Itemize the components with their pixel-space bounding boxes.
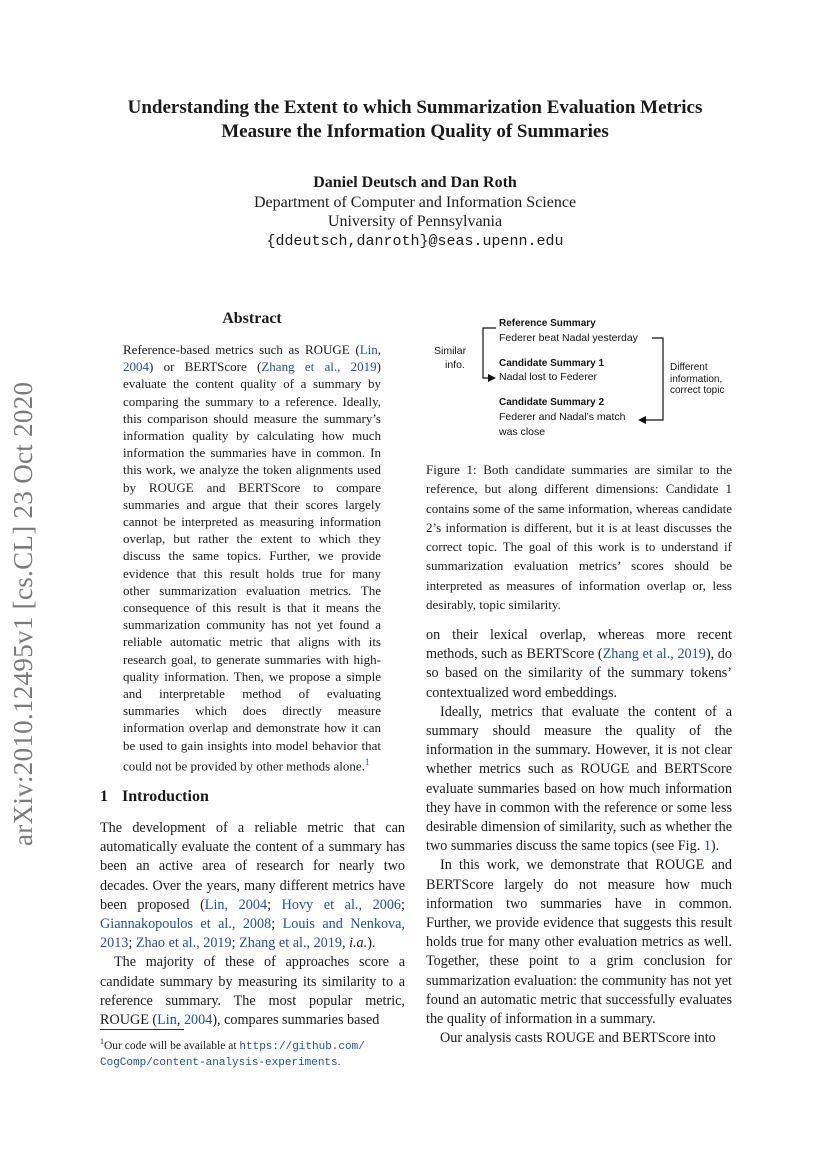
paragraph-text: ), do so based on the similarity of the summary tokens’ contextualized word embeddings. [426,646,732,701]
paragraph-text: ). [367,935,376,952]
separator: ; [267,896,282,913]
right-paragraph-3: In this work, we demonstrate that ROUGE and BERTScore largely do not measure how much information two summaries have in common. Further, we provide evidence that suggests this result holds true for many other evaluation metrics as well. Together, these point to a grim conclusion for summarization evaluation: the community has not yet found an automatic metric that successfully evaluates the quality of information in a summary. [426,857,732,1028]
paragraph-text: ). [710,838,720,855]
candidate-2-text-line2: was close [499,426,546,438]
candidate-2-title: Candidate Summary 2 [499,397,605,408]
abstract-text: Reference-based metrics such as ROUGE ( [123,342,360,357]
section-heading-introduction [100,788,209,806]
arrow-head [638,416,646,424]
right-paragraph-2 [426,703,732,857]
separator: ; [128,935,136,952]
figure-1 [426,312,732,447]
intro-right-column [426,626,732,1048]
similar-label: Similar [434,345,467,357]
citation-link[interactable]: Lin [157,1012,177,1029]
citation-link[interactable]: Giannakopoulos et al., 2008 [100,916,272,933]
authors: Daniel Deutsch and Dan Roth [313,174,517,191]
code-url-link[interactable]: CogComp/content-analysis-experiments [100,1056,338,1069]
abstract-text: ) evaluate the content quality of a summary by comparing the summary to a reference. Ideally, this comparison should measure the summary’s information quality by calculating how much information the summaries have in common. In this work, we analyze the token alignments used by ROUGE and BERTScore to compare summaries and argue that their scores largely cannot be interpreted as measuring information overlap, but rather the extent to which they discuss the same topics. Further, we provide evidence that this result holds true for many other summarization evaluation metrics. The consequence of this result is that it means the summarization community has not yet found a reliable automatic metric that aligns with its research goal, to generate summaries with high-quality information. Then, we propose a simple and interpretable method of evaluating summaries which does directly measure information overlap and demonstrate how it can be used to gain insights into model behavior that could not be provided by other methods alone. [123,359,381,774]
paragraph-text: Ideally, metrics that evaluate the content of a summary should measure the quality of the information in the summary. However, it is not clear whether metrics such as ROUGE and BERTScore evaluate summaries based on how much information they have in common with the reference or some less desirable dimension of similarity, such as whether the two summaries discuss the same topics (see Fig. [426,703,732,855]
candidate-1-title: Candidate Summary 1 [499,358,605,369]
paragraph-text: ), compares summaries based [212,1012,380,1029]
different-label: Different [670,362,708,373]
candidate-2-text-line1: Federer and Nadal’s match [499,411,626,423]
arxiv-identifier: arXiv:2010.12495v1 [cs.CL] 23 Oct 2020 [8,381,38,846]
intro-paragraph-1 [100,819,405,953]
arrow-head [488,374,496,382]
footnote-text: Our code will be available at [104,1039,240,1052]
separator: , [176,1012,184,1029]
citation-link[interactable]: Zhang et al., 2019 [602,646,706,663]
citation-link[interactable]: Hovy et al., 2006 [281,896,402,913]
paragraph-text: The majority of these of approaches score a candidate summary by measuring its similarity to a reference summary. The most popular metric, ROUGE ( [100,954,405,1029]
separator: ; [401,896,405,913]
citation-link[interactable]: Zhang et al., 2019 [239,935,342,952]
footnote-mark: 1 [100,1037,104,1046]
intro-paragraph-2 [100,953,405,1030]
reference-summary-title: Reference Summary [499,318,596,329]
citation-link[interactable]: Zhang et al., 2019 [261,359,377,375]
author-email: {ddeutsch,danroth}@seas.upenn.edu [266,233,564,250]
italic-abbrev: i.a. [349,935,368,952]
right-paragraph-1 [426,626,732,703]
separator: ; [231,935,240,952]
candidate-1-text: Nadal lost to Federer [499,371,598,383]
citation-link[interactable]: Zhao et al., 2019 [135,935,232,952]
citation-link[interactable]: Lin [359,342,378,357]
title-line-2: Measure the Information Quality of Summaries [221,121,609,142]
citation-link[interactable]: 2004 [123,359,149,375]
separator: ; [271,916,283,933]
footnote-marker-link[interactable]: 1 [364,756,370,767]
affiliation-university: University of Pennsylvania [327,213,503,230]
figure-1-caption: Figure 1: Both candidate summaries are similar to the reference, but along different dimensions: Candidate 1 contains some of the same information, whereas candidate 2’s information is different, but it is at least discusses the correct topic. The goal of this work is to understand if summarization evaluation metrics’ scores should be interpreted as measures of information overlap or, less desirably, topic similarity. [426,462,732,613]
citation-link[interactable]: Lin, 2004 [204,896,268,913]
section-number: 1 [100,788,108,805]
similar-bracket [483,328,496,378]
footnote-text: . [337,1055,341,1068]
abstract-text: ) or BERTScore ( [149,359,262,375]
affiliation-department: Department of Computer and Information Science [253,194,577,211]
title-line-1: Understanding the Extent to which Summarization Evaluation Metrics [127,97,703,118]
figure-ref-link[interactable]: 1 [703,838,711,855]
citation-link[interactable]: Louis and Nenkova, 2013 [100,916,405,952]
abstract-text: , [377,342,381,357]
code-url-link[interactable]: https://github.com/ [239,1040,365,1053]
right-paragraph-4: Our analysis casts ROUGE and BERTScore into [440,1030,716,1047]
abstract-body [123,341,381,774]
paragraph-text: The development of a reliable metric that can automatically evaluate the content of a summary has been an active area of research for nearly two decades. Over the years, many different metrics have been proposed ( [100,820,405,913]
reference-summary-text: Federer beat Nadal yesterday [499,332,638,344]
info-label: info. [445,359,465,371]
different-bracket [644,338,663,420]
paragraph-text: on their lexical overlap, whereas more recent methods, such as BERTScore ( [426,627,732,663]
section-title: Introduction [122,788,209,805]
separator: , [341,935,350,952]
abstract-heading: Abstract [222,310,282,327]
paper-title [80,96,750,144]
citation-link[interactable]: 2004 [183,1012,213,1029]
intro-left-column [100,819,405,1030]
information-label: information, [670,374,723,385]
footnote [100,1034,406,1071]
correct-topic-label: correct topic [670,385,725,396]
footnote-rule [100,1029,184,1030]
